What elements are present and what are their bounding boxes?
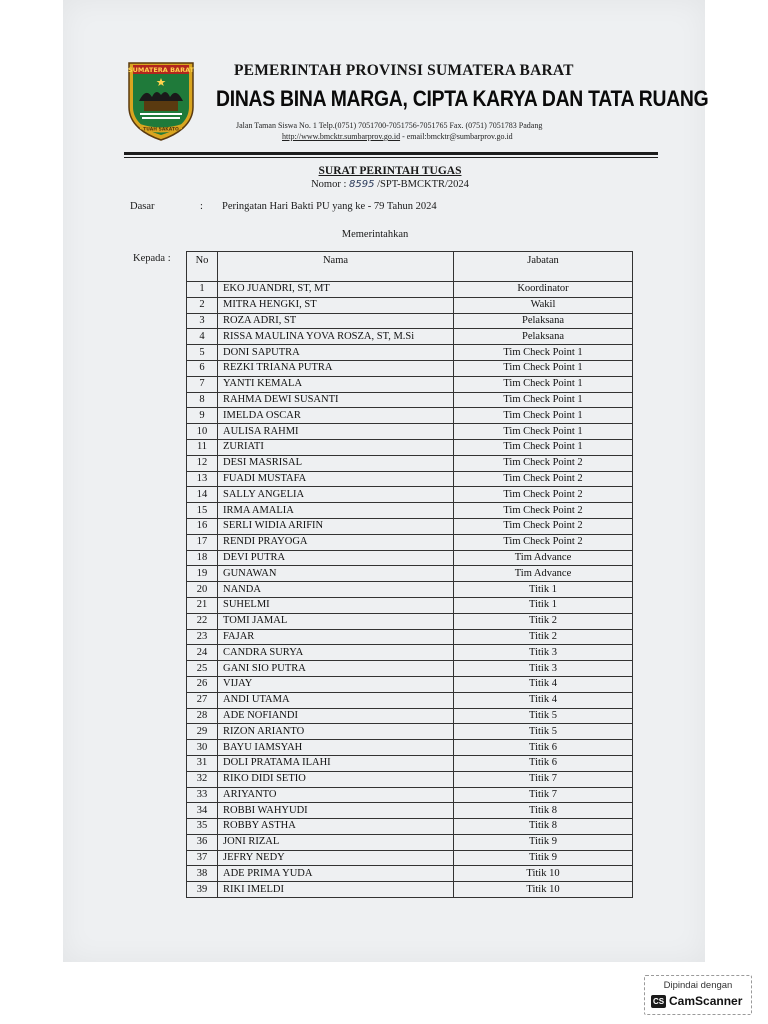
row-name: VIJAY — [218, 676, 454, 692]
table-row — [187, 629, 633, 645]
row-number: 4 — [187, 329, 218, 345]
table-row — [187, 313, 633, 329]
letterhead-rule-thin — [124, 157, 658, 158]
row-position: Tim Check Point 2 — [454, 487, 633, 503]
row-position: Titik 2 — [454, 629, 633, 645]
row-number: 32 — [187, 771, 218, 787]
letterhead-agency: DINAS BINA MARGA, CIPTA KARYA DAN TATA RUANG — [216, 86, 709, 111]
table-row — [187, 518, 633, 534]
row-number: 6 — [187, 360, 218, 376]
row-position: Tim Check Point 1 — [454, 376, 633, 392]
row-position: Titik 1 — [454, 597, 633, 613]
row-name: RISSA MAULINA YOVA ROSZA, ST, M.Si — [218, 329, 454, 345]
row-position: Tim Check Point 2 — [454, 534, 633, 550]
nomor-suffix: /SPT-BMCKTR/2024 — [374, 179, 469, 190]
row-position: Titik 10 — [454, 882, 633, 898]
row-name: DEVI PUTRA — [218, 550, 454, 566]
row-position: Titik 8 — [454, 803, 633, 819]
table-row — [187, 692, 633, 708]
table-row — [187, 282, 633, 298]
row-number: 24 — [187, 645, 218, 661]
dasar-label: Dasar — [130, 201, 155, 212]
row-name: JONI RIZAL — [218, 834, 454, 850]
table-row — [187, 676, 633, 692]
row-name: FUADI MUSTAFA — [218, 471, 454, 487]
table-row — [187, 503, 633, 519]
row-number: 23 — [187, 629, 218, 645]
table-row — [187, 534, 633, 550]
row-number: 7 — [187, 376, 218, 392]
row-position: Tim Check Point 2 — [454, 455, 633, 471]
row-position: Tim Advance — [454, 566, 633, 582]
table-row — [187, 645, 633, 661]
row-number: 31 — [187, 755, 218, 771]
row-position: Titik 7 — [454, 771, 633, 787]
table-row — [187, 345, 633, 361]
row-position: Titik 5 — [454, 708, 633, 724]
row-number: 3 — [187, 313, 218, 329]
row-position: Titik 9 — [454, 834, 633, 850]
website-link[interactable]: http://www.bmcktr.sumbarprov.go.id — [282, 132, 401, 141]
table-row — [187, 424, 633, 440]
table-row — [187, 566, 633, 582]
camscanner-brand: CamScanner — [669, 994, 743, 1008]
table-row — [187, 455, 633, 471]
row-number: 17 — [187, 534, 218, 550]
table-row — [187, 850, 633, 866]
row-name: RIKI IMELDI — [218, 882, 454, 898]
row-position: Koordinator — [454, 282, 633, 298]
assignment-table — [186, 251, 633, 898]
table-row — [187, 597, 633, 613]
row-number: 27 — [187, 692, 218, 708]
row-number: 33 — [187, 787, 218, 803]
email-text: - email:bmcktr@sumbarprov.go.id — [400, 132, 513, 141]
row-name: TOMI JAMAL — [218, 613, 454, 629]
table-row — [187, 297, 633, 313]
table-row — [187, 613, 633, 629]
row-name: JEFRY NEDY — [218, 850, 454, 866]
row-name: GUNAWAN — [218, 566, 454, 582]
row-position: Titik 9 — [454, 850, 633, 866]
row-position: Pelaksana — [454, 313, 633, 329]
row-position: Tim Check Point 2 — [454, 503, 633, 519]
row-name: YANTI KEMALA — [218, 376, 454, 392]
table-row — [187, 803, 633, 819]
row-name: NANDA — [218, 582, 454, 598]
table-row — [187, 439, 633, 455]
row-number: 34 — [187, 803, 218, 819]
table-row — [187, 487, 633, 503]
row-position: Tim Check Point 1 — [454, 439, 633, 455]
province-logo — [126, 61, 196, 141]
table-row — [187, 392, 633, 408]
table-row — [187, 834, 633, 850]
table-row — [187, 866, 633, 882]
row-name: SERLI WIDIA ARIFIN — [218, 518, 454, 534]
letter-number — [250, 179, 530, 190]
letterhead-rule-thick — [124, 152, 658, 155]
row-position: Titik 6 — [454, 755, 633, 771]
row-name: ADE PRIMA YUDA — [218, 866, 454, 882]
row-position: Wakil — [454, 297, 633, 313]
table-row — [187, 708, 633, 724]
row-number: 18 — [187, 550, 218, 566]
table-row — [187, 408, 633, 424]
header-jabatan: Jabatan — [454, 252, 633, 282]
kepada-label: Kepada : — [133, 253, 171, 264]
svg-text:TUAH SAKATO: TUAH SAKATO — [143, 127, 179, 133]
row-name: REZKI TRIANA PUTRA — [218, 360, 454, 376]
table-row — [187, 471, 633, 487]
row-number: 37 — [187, 850, 218, 866]
nomor-handwritten: 8595 — [349, 179, 375, 190]
row-name: AULISA RAHMI — [218, 424, 454, 440]
row-name: BAYU IAMSYAH — [218, 740, 454, 756]
row-name: RENDI PRAYOGA — [218, 534, 454, 550]
row-number: 12 — [187, 455, 218, 471]
table-row — [187, 329, 633, 345]
row-name: ANDI UTAMA — [218, 692, 454, 708]
row-position: Titik 5 — [454, 724, 633, 740]
row-name: MITRA HENGKI, ST — [218, 297, 454, 313]
row-number: 39 — [187, 882, 218, 898]
table-row — [187, 724, 633, 740]
row-number: 1 — [187, 282, 218, 298]
svg-text:SUMATERA BARAT: SUMATERA BARAT — [127, 66, 195, 74]
header-nama: Nama — [218, 252, 454, 282]
row-number: 20 — [187, 582, 218, 598]
row-position: Tim Check Point 1 — [454, 360, 633, 376]
row-name: FAJAR — [218, 629, 454, 645]
row-name: ROZA ADRI, ST — [218, 313, 454, 329]
row-name: CANDRA SURYA — [218, 645, 454, 661]
table-row — [187, 755, 633, 771]
table-row — [187, 771, 633, 787]
row-name: IRMA AMALIA — [218, 503, 454, 519]
row-number: 15 — [187, 503, 218, 519]
table-row — [187, 882, 633, 898]
row-name: DESI MASRISAL — [218, 455, 454, 471]
header-no: No — [187, 252, 218, 282]
camscanner-badge — [644, 975, 752, 1015]
letterhead-address: Jalan Taman Siswa No. 1 Telp.(0751) 7051700-7051756-7051765 Fax. (0751) 7051783 Padang — [236, 121, 543, 130]
row-name: RAHMA DEWI SUSANTI — [218, 392, 454, 408]
table-row — [187, 360, 633, 376]
row-position: Titik 10 — [454, 866, 633, 882]
row-number: 26 — [187, 676, 218, 692]
row-number: 22 — [187, 613, 218, 629]
row-number: 11 — [187, 439, 218, 455]
table-row — [187, 787, 633, 803]
nomor-label: Nomor : — [311, 179, 350, 190]
row-position: Titik 8 — [454, 819, 633, 835]
row-position: Titik 4 — [454, 676, 633, 692]
row-position: Tim Check Point 1 — [454, 408, 633, 424]
row-position: Titik 4 — [454, 692, 633, 708]
camscanner-icon: CS — [652, 997, 665, 1006]
dasar-colon: : — [200, 201, 203, 212]
row-name: DOLI PRATAMA ILAHI — [218, 755, 454, 771]
row-name: GANI SIO PUTRA — [218, 661, 454, 677]
row-name: RIKO DIDI SETIO — [218, 771, 454, 787]
row-number: 21 — [187, 597, 218, 613]
camscanner-caption: Dipindai dengan — [663, 980, 733, 991]
row-position: Titik 6 — [454, 740, 633, 756]
row-position: Titik 2 — [454, 613, 633, 629]
row-number: 9 — [187, 408, 218, 424]
row-number: 29 — [187, 724, 218, 740]
row-name: ZURIATI — [218, 439, 454, 455]
dasar-text: Peringatan Hari Bakti PU yang ke - 79 Tahun 2024 — [222, 201, 437, 212]
row-number: 16 — [187, 518, 218, 534]
letter-title: SURAT PERINTAH TUGAS — [318, 165, 462, 177]
row-position: Tim Advance — [454, 550, 633, 566]
row-position: Tim Check Point 2 — [454, 518, 633, 534]
row-number: 2 — [187, 297, 218, 313]
row-name: ROBBI WAHYUDI — [218, 803, 454, 819]
row-position: Tim Check Point 2 — [454, 471, 633, 487]
row-number: 13 — [187, 471, 218, 487]
row-position: Pelaksana — [454, 329, 633, 345]
table-header-row — [187, 252, 633, 282]
table-row — [187, 582, 633, 598]
row-name: ADE NOFIANDI — [218, 708, 454, 724]
row-number: 38 — [187, 866, 218, 882]
row-name: DONI SAPUTRA — [218, 345, 454, 361]
row-position: Titik 3 — [454, 645, 633, 661]
row-name: SALLY ANGELIA — [218, 487, 454, 503]
row-number: 28 — [187, 708, 218, 724]
row-name: ROBBY ASTHA — [218, 819, 454, 835]
row-number: 5 — [187, 345, 218, 361]
row-number: 10 — [187, 424, 218, 440]
row-number: 8 — [187, 392, 218, 408]
row-position: Titik 7 — [454, 787, 633, 803]
row-name: ARIYANTO — [218, 787, 454, 803]
table-row — [187, 740, 633, 756]
table-row — [187, 661, 633, 677]
table-body — [187, 282, 633, 898]
row-position: Tim Check Point 1 — [454, 392, 633, 408]
row-position: Titik 3 — [454, 661, 633, 677]
table-row — [187, 819, 633, 835]
table-row — [187, 376, 633, 392]
memerintahkan-heading: Memerintahkan — [341, 229, 409, 240]
row-position: Tim Check Point 1 — [454, 345, 633, 361]
row-name: IMELDA OSCAR — [218, 408, 454, 424]
row-position: Titik 1 — [454, 582, 633, 598]
row-position: Tim Check Point 1 — [454, 424, 633, 440]
row-name: SUHELMI — [218, 597, 454, 613]
row-name: EKO JUANDRI, ST, MT — [218, 282, 454, 298]
row-number: 14 — [187, 487, 218, 503]
table-row — [187, 550, 633, 566]
row-number: 30 — [187, 740, 218, 756]
row-number: 19 — [187, 566, 218, 582]
letterhead-government: PEMERINTAH PROVINSI SUMATERA BARAT — [234, 62, 574, 79]
row-number: 35 — [187, 819, 218, 835]
letterhead-contact — [282, 132, 513, 141]
row-number: 25 — [187, 661, 218, 677]
row-number: 36 — [187, 834, 218, 850]
row-name: RIZON ARIANTO — [218, 724, 454, 740]
